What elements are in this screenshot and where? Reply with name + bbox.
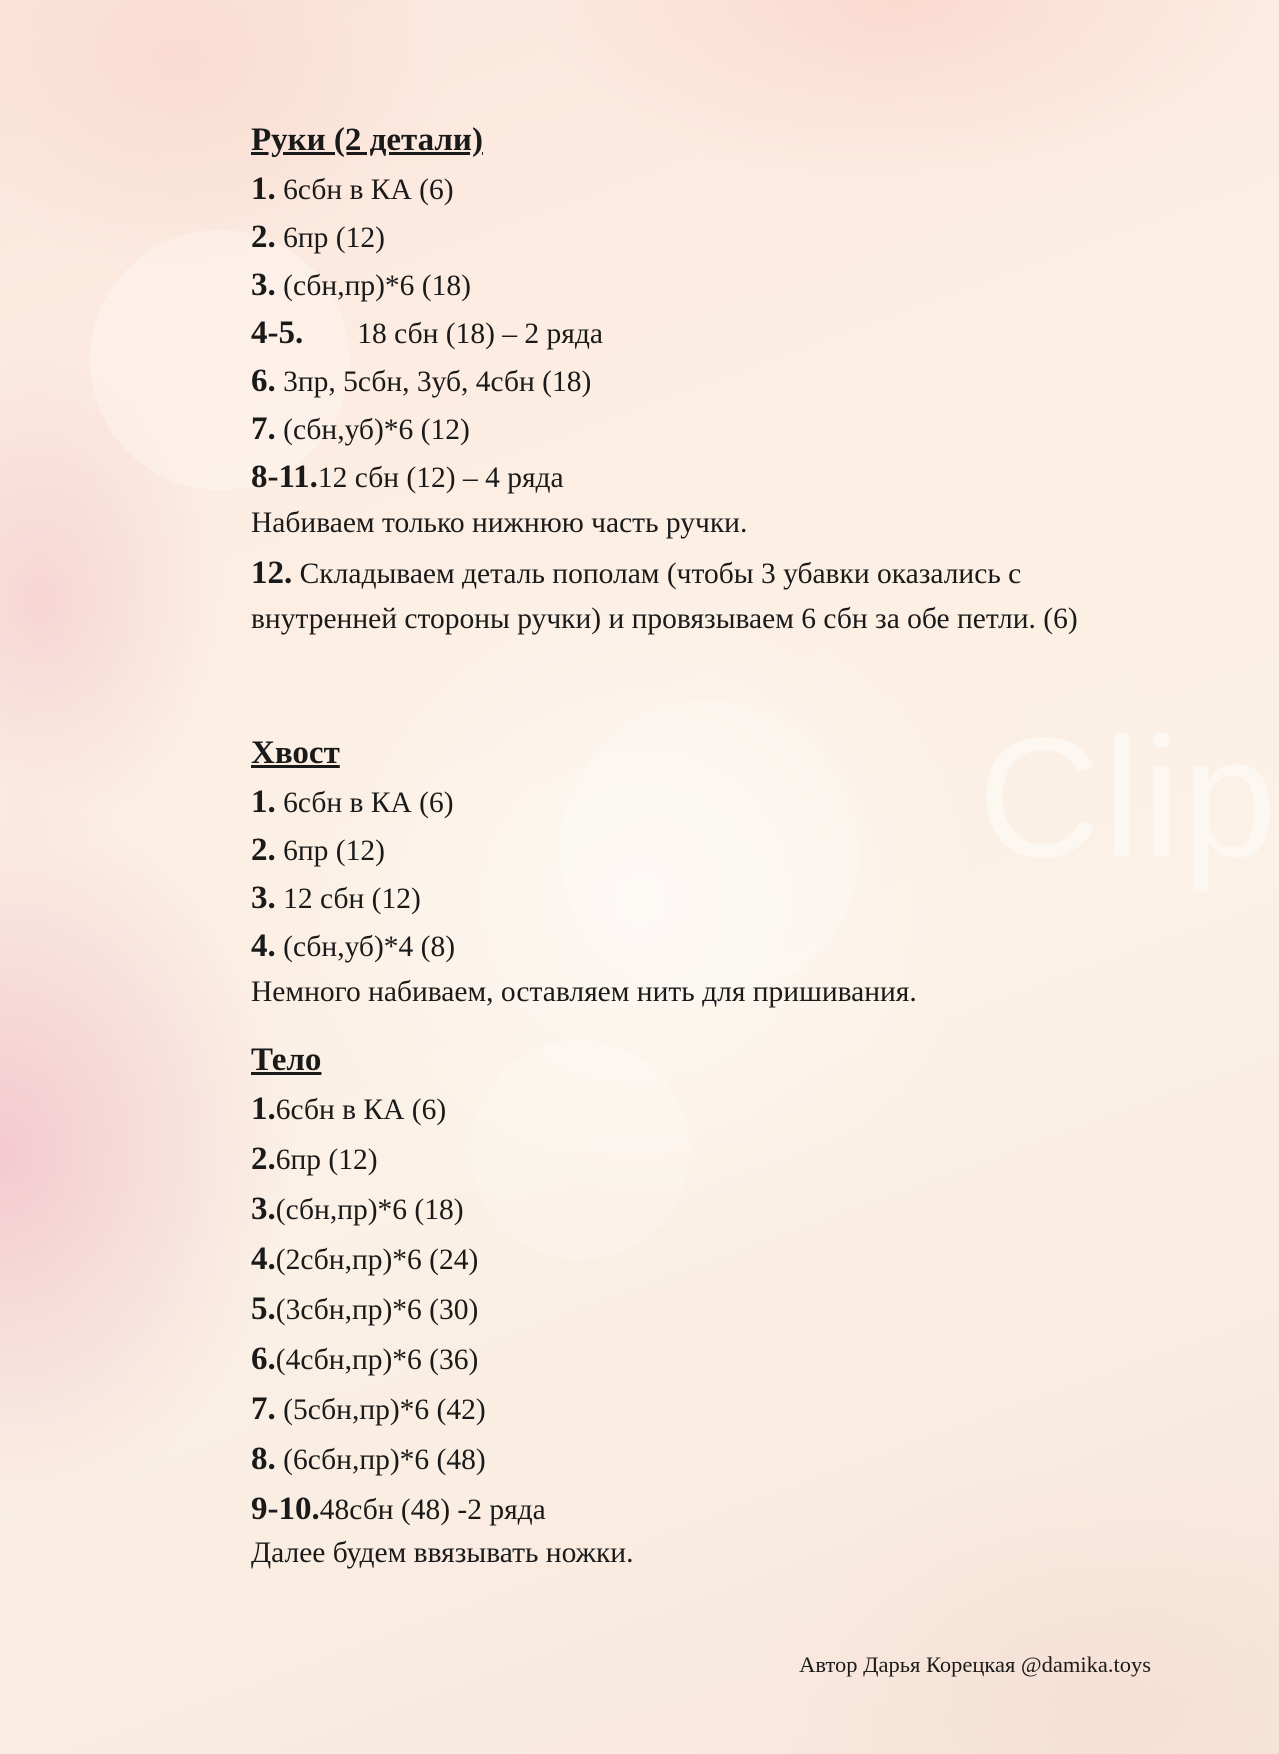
row-text: (5сбн,пр)*6 (42): [275, 1394, 486, 1426]
row-number: 1.: [251, 171, 276, 207]
row-text: 6пр (12): [275, 1144, 378, 1176]
row-number: 1.: [251, 1091, 276, 1127]
pattern-row: [251, 267, 471, 304]
row-number: 7.: [251, 1391, 276, 1427]
pattern-row: [251, 880, 421, 917]
pattern-row: [251, 219, 385, 256]
pattern-row: [251, 1291, 478, 1328]
pattern-row: [251, 1491, 546, 1528]
pattern-row: [251, 832, 385, 869]
row-number: 4-5.: [251, 315, 304, 351]
row-text: 6сбн в КА (6): [275, 174, 454, 206]
pattern-row: [251, 363, 591, 400]
row-text: (2сбн,пр)*6 (24): [275, 1244, 479, 1276]
row-text: 12 сбн (12): [275, 883, 421, 915]
pattern-row: [251, 928, 455, 965]
row-text: (4сбн,пр)*6 (36): [275, 1344, 479, 1376]
row-number: 2.: [251, 832, 276, 868]
watermark: Clip: [978, 703, 1279, 893]
pattern-note: Набиваем только нижнюю часть ручки.: [251, 507, 748, 539]
row-number: 4.: [251, 1241, 276, 1277]
row-number: 3.: [251, 1191, 276, 1227]
row-number: 6.: [251, 1341, 276, 1377]
pattern-row: [251, 784, 454, 821]
row-number: 8-11.: [251, 459, 318, 495]
pattern-row: [251, 315, 603, 352]
row-text: 3пр, 5сбн, 3уб, 4сбн (18): [275, 366, 592, 398]
row-text: (сбн,уб)*4 (8): [275, 931, 456, 963]
row-number: 3.: [251, 880, 276, 916]
row-number: 5.: [251, 1291, 276, 1327]
pattern-note: Немного набиваем, оставляем нить для пришивания.: [251, 976, 917, 1008]
row-number: 12.: [251, 555, 293, 591]
row-number: 9-10.: [251, 1491, 320, 1527]
pattern-row: [251, 1391, 486, 1428]
row-number: 1.: [251, 784, 276, 820]
pattern-row: [251, 1441, 486, 1478]
row-text: 48сбн (48) -2 ряда: [319, 1494, 546, 1526]
row-text: (сбн,пр)*6 (18): [275, 1194, 464, 1226]
row-text: 18 сбн (18) – 2 ряда: [357, 318, 603, 350]
section-heading-body: Тело: [251, 1042, 322, 1078]
pattern-row: [251, 1241, 478, 1278]
pattern-row: [251, 171, 454, 208]
row-number: 3.: [251, 267, 276, 303]
author-footer: Автор Дарья Корецкая @damika.toys: [799, 1652, 1151, 1677]
background-bubble: [470, 1040, 690, 1260]
row-number: 6.: [251, 363, 276, 399]
background-bubble: [560, 700, 860, 1000]
pattern-row: [251, 551, 1151, 642]
pattern-row: [251, 459, 564, 496]
pattern-note: Далее будем ввязывать ножки.: [251, 1537, 634, 1569]
row-text: 12 сбн (12) – 4 ряда: [317, 462, 564, 494]
row-number: 7.: [251, 411, 276, 447]
row-text: Складываем деталь пополам (чтобы 3 убавки оказались с внутренней стороны ручки) и провязываем 6 сбн за обе петли. (6): [251, 558, 1078, 635]
row-text: (6сбн,пр)*6 (48): [275, 1444, 486, 1476]
pattern-row: [251, 1141, 378, 1178]
pattern-row: [251, 1191, 464, 1228]
row-text: (сбн,уб)*6 (12): [275, 414, 470, 446]
row-text: 6сбн в КА (6): [275, 1094, 447, 1126]
row-number: 2.: [251, 1141, 276, 1177]
pattern-row: [251, 1091, 446, 1128]
pattern-row: [251, 1341, 478, 1378]
row-text: 6сбн в КА (6): [275, 787, 454, 819]
pattern-row: [251, 411, 470, 448]
row-text: 6пр (12): [275, 835, 385, 867]
row-text: (3сбн,пр)*6 (30): [275, 1294, 479, 1326]
section-heading-tail: Хвост: [251, 735, 340, 771]
row-number: 4.: [251, 928, 276, 964]
row-text: (сбн,пр)*6 (18): [275, 270, 471, 302]
row-number: 2.: [251, 219, 276, 255]
row-number: 8.: [251, 1441, 276, 1477]
row-text: 6пр (12): [275, 222, 385, 254]
section-heading-arms: Руки (2 детали): [251, 122, 483, 158]
